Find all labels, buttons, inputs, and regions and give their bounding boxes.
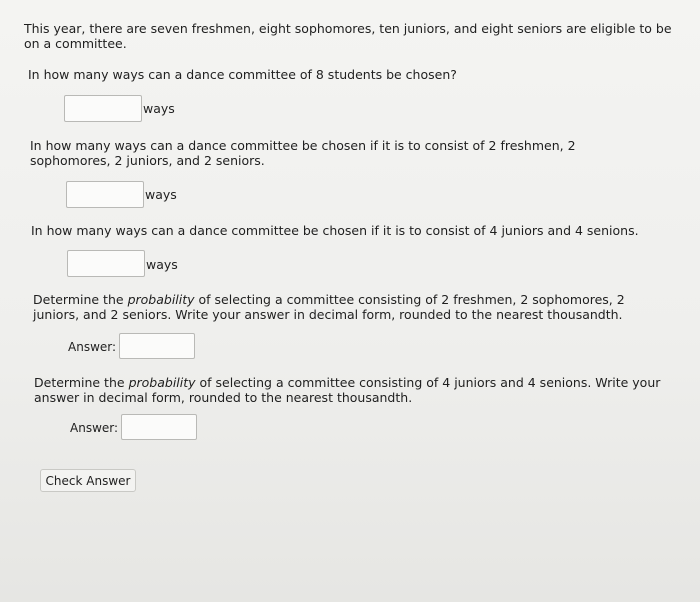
question-5-prompt-start: Determine the xyxy=(34,375,129,390)
question-5-probability-emphasis: probability xyxy=(128,375,196,390)
intro-text: This year, there are seven freshmen, eight sophomores, ten juniors, and eight seniors are eligible to be on a committee. xyxy=(24,21,672,51)
check-answer-button[interactable]: Check Answer xyxy=(40,469,136,492)
question-2-unit: ways xyxy=(145,187,177,202)
question-5-input[interactable] xyxy=(121,414,197,440)
question-4-prompt-end: of selecting a committee consisting of 2 freshmen, 2 sophomores, 2 juniors, and 2 seniors. Write your answer in decimal form, rounded to the nearest thousandth. xyxy=(33,292,625,322)
question-5-prompt xyxy=(34,375,664,405)
question-4-prompt-start: Determine the xyxy=(33,292,128,307)
question-4-input[interactable] xyxy=(119,333,195,359)
question-2-input[interactable] xyxy=(66,181,144,208)
question-1-prompt: In how many ways can a dance committee of 8 students be chosen? xyxy=(28,67,457,82)
question-4-prompt xyxy=(33,292,663,322)
question-1-unit: ways xyxy=(143,101,175,116)
question-5-answer-label: Answer: xyxy=(70,421,119,435)
question-4-answer-label: Answer: xyxy=(68,340,117,354)
question-4-probability-emphasis: probability xyxy=(127,292,195,307)
question-3-unit: ways xyxy=(146,257,178,272)
question-5-prompt-end: of selecting a committee consisting of 4 juniors and 4 senions. Write your answer in decimal form, rounded to the nearest thousandth. xyxy=(34,375,661,405)
question-3-input[interactable] xyxy=(67,250,145,277)
question-1-input[interactable] xyxy=(64,95,142,122)
question-3-prompt: In how many ways can a dance committee be chosen if it is to consist of 4 juniors and 4 senions. xyxy=(31,223,639,238)
question-2-prompt: In how many ways can a dance committee be chosen if it is to consist of 2 freshmen, 2 sophomores, 2 juniors, and 2 seniors. xyxy=(30,138,576,168)
